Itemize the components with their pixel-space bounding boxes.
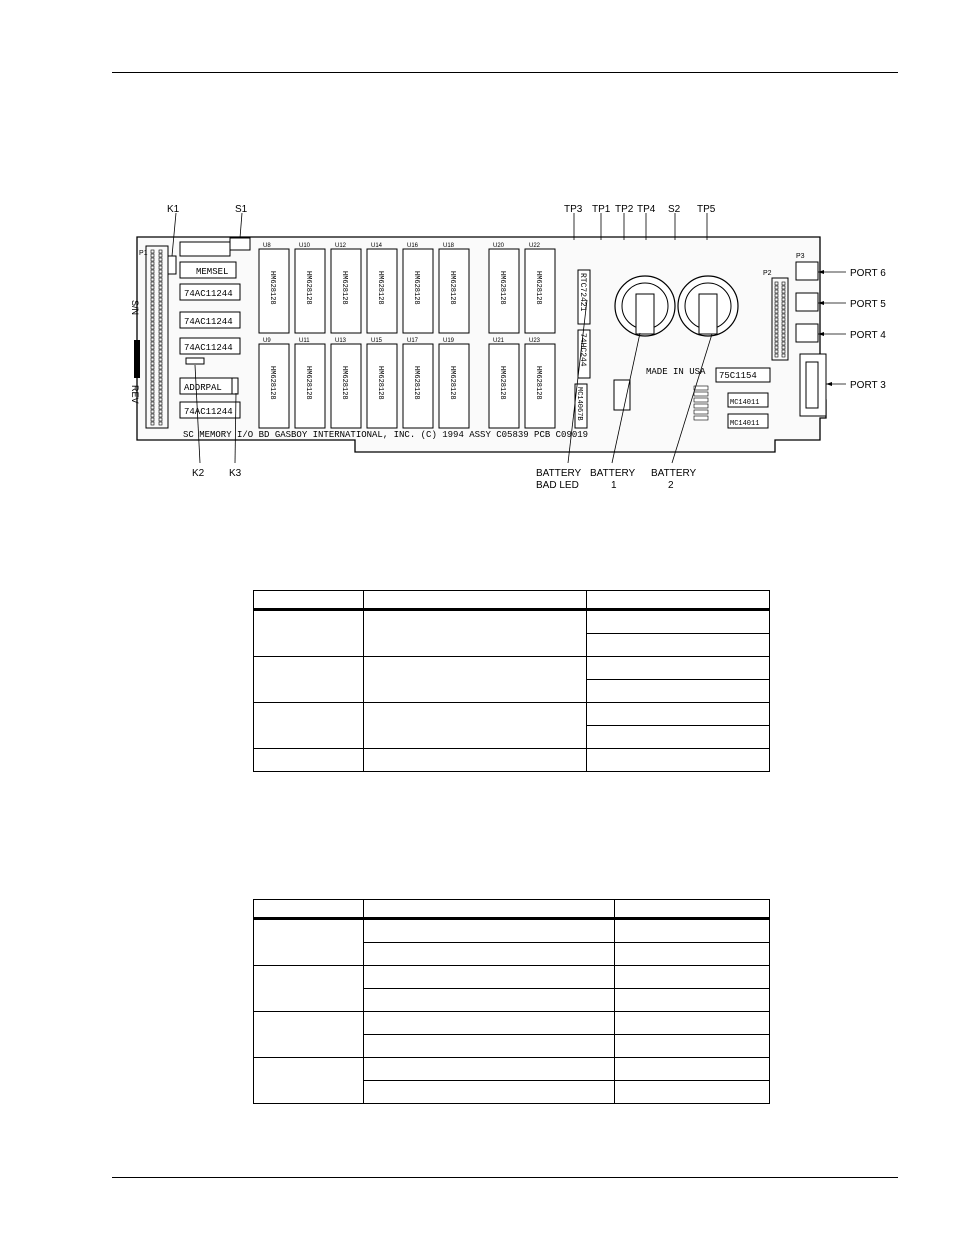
table-row bbox=[254, 919, 770, 943]
table-cell bbox=[254, 610, 364, 657]
callout-tp4: TP4 bbox=[637, 204, 656, 215]
sn-label: S/N bbox=[130, 300, 140, 316]
port4-jack bbox=[796, 324, 818, 342]
sram-part-label: HM628128 bbox=[376, 271, 384, 305]
callout-battery2-1: BATTERY bbox=[651, 468, 697, 479]
table-cell bbox=[363, 943, 615, 966]
table-cell bbox=[363, 1012, 615, 1035]
callout-battery-bad-led-1: BATTERY bbox=[536, 468, 582, 479]
table-1-header-cell bbox=[254, 591, 364, 610]
table-cell bbox=[587, 610, 770, 634]
callout-k3: K3 bbox=[229, 468, 242, 479]
sram-ref-label: U14 bbox=[371, 243, 383, 249]
sram-ref-label: U11 bbox=[299, 338, 310, 344]
callout-tp1: TP1 bbox=[592, 204, 611, 215]
k2-jumper bbox=[186, 358, 204, 364]
table-cell bbox=[587, 657, 770, 680]
callout-port4: PORT 4 bbox=[850, 330, 886, 341]
chip-74ac-1-label: 74AC11244 bbox=[184, 289, 233, 299]
mc14011-2-label: MC14011 bbox=[730, 420, 760, 428]
mc14011-1-label: MC14011 bbox=[730, 399, 760, 407]
table-1-header-cell bbox=[587, 591, 770, 610]
sram-ref-label: U13 bbox=[335, 338, 347, 344]
callout-s1: S1 bbox=[235, 204, 248, 215]
table-cell bbox=[615, 1035, 770, 1058]
sram-part-label: HM628128 bbox=[534, 271, 542, 305]
table-1 bbox=[253, 590, 770, 772]
sram-ref-label: U22 bbox=[529, 243, 541, 249]
sram-ref-label: U17 bbox=[407, 338, 419, 344]
sram-ref-label: U20 bbox=[493, 243, 505, 249]
table-1-header-cell bbox=[363, 591, 587, 610]
table-cell bbox=[615, 1058, 770, 1081]
table-cell bbox=[587, 703, 770, 726]
resistor bbox=[694, 392, 708, 396]
table-cell bbox=[615, 1012, 770, 1035]
sram-part-label: HM628128 bbox=[304, 271, 312, 305]
battery-2-holder bbox=[678, 276, 738, 336]
callout-battery2-2: 2 bbox=[668, 480, 674, 491]
callout-s2: S2 bbox=[668, 204, 681, 215]
table-cell bbox=[615, 1081, 770, 1104]
sram-ref-label: U15 bbox=[371, 338, 383, 344]
table-cell bbox=[363, 749, 587, 772]
port6-jack bbox=[796, 262, 818, 280]
table-row bbox=[254, 966, 770, 989]
table-cell bbox=[363, 610, 587, 657]
port3-dsub bbox=[800, 354, 826, 416]
table-row bbox=[254, 1012, 770, 1035]
table-row bbox=[254, 749, 770, 772]
table-1-header-row bbox=[254, 591, 770, 610]
sram-part-label: HM628128 bbox=[340, 366, 348, 400]
pcb-layout-diagram bbox=[0, 0, 954, 520]
table-2-header-row bbox=[254, 900, 770, 919]
table-cell bbox=[254, 966, 364, 1012]
table-cell bbox=[587, 726, 770, 749]
callout-k1: K1 bbox=[167, 204, 180, 215]
callout-battery1-1: BATTERY bbox=[590, 468, 636, 479]
table-cell bbox=[363, 1035, 615, 1058]
table-row bbox=[254, 1058, 770, 1081]
table-cell bbox=[615, 989, 770, 1012]
battery-1-holder bbox=[615, 276, 675, 336]
table-cell bbox=[363, 919, 615, 943]
p2-label: P2 bbox=[763, 270, 772, 277]
board-footer-text: SC MEMORY I/O BD GASBOY INTERNATIONAL, INC. (C) 1994 ASSY C05839 PCB C09019 bbox=[183, 430, 589, 440]
callout-k2: K2 bbox=[192, 468, 205, 479]
memsel-label: MEMSEL bbox=[196, 267, 229, 277]
sram-ref-label: U21 bbox=[493, 338, 505, 344]
sram-part-label: HM628128 bbox=[498, 366, 506, 400]
resistor bbox=[694, 410, 708, 414]
table-cell bbox=[615, 966, 770, 989]
sram-ref-label: U8 bbox=[263, 243, 271, 249]
sram-part-label: HM628128 bbox=[448, 366, 456, 400]
chip-74ac-3-label: 74AC11244 bbox=[184, 343, 233, 353]
rev-label: REV bbox=[130, 385, 140, 404]
table-cell bbox=[254, 1058, 364, 1104]
sram-row-bottom bbox=[259, 338, 555, 428]
k1-jumper bbox=[168, 256, 176, 274]
table-cell bbox=[254, 919, 364, 966]
resistor bbox=[694, 398, 708, 402]
table-cell bbox=[363, 989, 615, 1012]
chip-74ac-2-label: 74AC11244 bbox=[184, 317, 233, 327]
table-2-header-cell bbox=[615, 900, 770, 919]
resistor bbox=[694, 416, 708, 420]
callout-port3: PORT 3 bbox=[850, 380, 886, 391]
table-2-header-cell bbox=[254, 900, 364, 919]
s1-switch bbox=[230, 238, 250, 250]
table-row bbox=[254, 703, 770, 726]
sram-part-label: HM628128 bbox=[340, 271, 348, 305]
sram-ref-label: U16 bbox=[407, 243, 419, 249]
footer-rule bbox=[112, 1177, 898, 1178]
sram-ref-label: U18 bbox=[443, 243, 455, 249]
rtc-label: RTC72421 bbox=[578, 273, 587, 312]
table-2 bbox=[253, 899, 770, 1104]
table-cell bbox=[587, 634, 770, 657]
sram-ref-label: U19 bbox=[443, 338, 455, 344]
table-2-header-cell bbox=[363, 900, 615, 919]
p3-label: P3 bbox=[796, 253, 805, 260]
table-row bbox=[254, 657, 770, 680]
made-in-label: MADE IN USA bbox=[646, 367, 706, 377]
chip-74ac-4-label: 74AC11244 bbox=[184, 407, 233, 417]
chip-u1 bbox=[180, 242, 230, 256]
table-cell bbox=[254, 1012, 364, 1058]
uart-label: 75C1154 bbox=[719, 371, 757, 381]
addrpal-label: ADDRPAL bbox=[184, 383, 222, 393]
sram-part-label: HM628128 bbox=[268, 366, 276, 400]
regulator bbox=[614, 380, 630, 410]
sn-marker bbox=[134, 340, 140, 378]
table-cell bbox=[363, 657, 587, 703]
hc244-label: 74HC244 bbox=[578, 333, 587, 367]
table-cell bbox=[587, 749, 770, 772]
callout-port5: PORT 5 bbox=[850, 299, 886, 310]
sram-part-label: HM628128 bbox=[498, 271, 506, 305]
sram-ref-label: U9 bbox=[263, 338, 271, 344]
sram-row-top bbox=[259, 243, 555, 333]
callout-tp5: TP5 bbox=[697, 204, 716, 215]
table-cell bbox=[254, 657, 364, 703]
table-cell bbox=[363, 1058, 615, 1081]
table-row bbox=[254, 610, 770, 634]
sram-ref-label: U10 bbox=[299, 243, 311, 249]
table-cell bbox=[254, 749, 364, 772]
sram-part-label: HM628128 bbox=[534, 366, 542, 400]
sram-part-label: HM628128 bbox=[268, 271, 276, 305]
sram-part-label: HM628128 bbox=[412, 271, 420, 305]
sram-part-label: HM628128 bbox=[412, 366, 420, 400]
callout-battery1-2: 1 bbox=[611, 480, 617, 491]
sram-ref-label: U23 bbox=[529, 338, 541, 344]
resistor bbox=[694, 404, 708, 408]
callout-battery-bad-led-2: BAD LED bbox=[536, 480, 579, 491]
table-cell bbox=[363, 703, 587, 749]
table-cell bbox=[363, 1081, 615, 1104]
sram-ref-label: U12 bbox=[335, 243, 347, 249]
table-cell bbox=[363, 966, 615, 989]
k3-jumper bbox=[232, 378, 238, 394]
sram-part-label: HM628128 bbox=[304, 366, 312, 400]
callout-tp2: TP2 bbox=[615, 204, 634, 215]
table-cell bbox=[254, 703, 364, 749]
callout-port6: PORT 6 bbox=[850, 268, 886, 279]
sram-part-label: HM628128 bbox=[448, 271, 456, 305]
table-cell bbox=[587, 680, 770, 703]
callout-tp3: TP3 bbox=[564, 204, 583, 215]
table-cell bbox=[615, 943, 770, 966]
port5-jack bbox=[796, 293, 818, 311]
p1-label: P1 bbox=[139, 250, 148, 257]
sram-part-label: HM628128 bbox=[376, 366, 384, 400]
table-cell bbox=[615, 919, 770, 943]
mc14067-label: MC14067B bbox=[575, 387, 583, 421]
